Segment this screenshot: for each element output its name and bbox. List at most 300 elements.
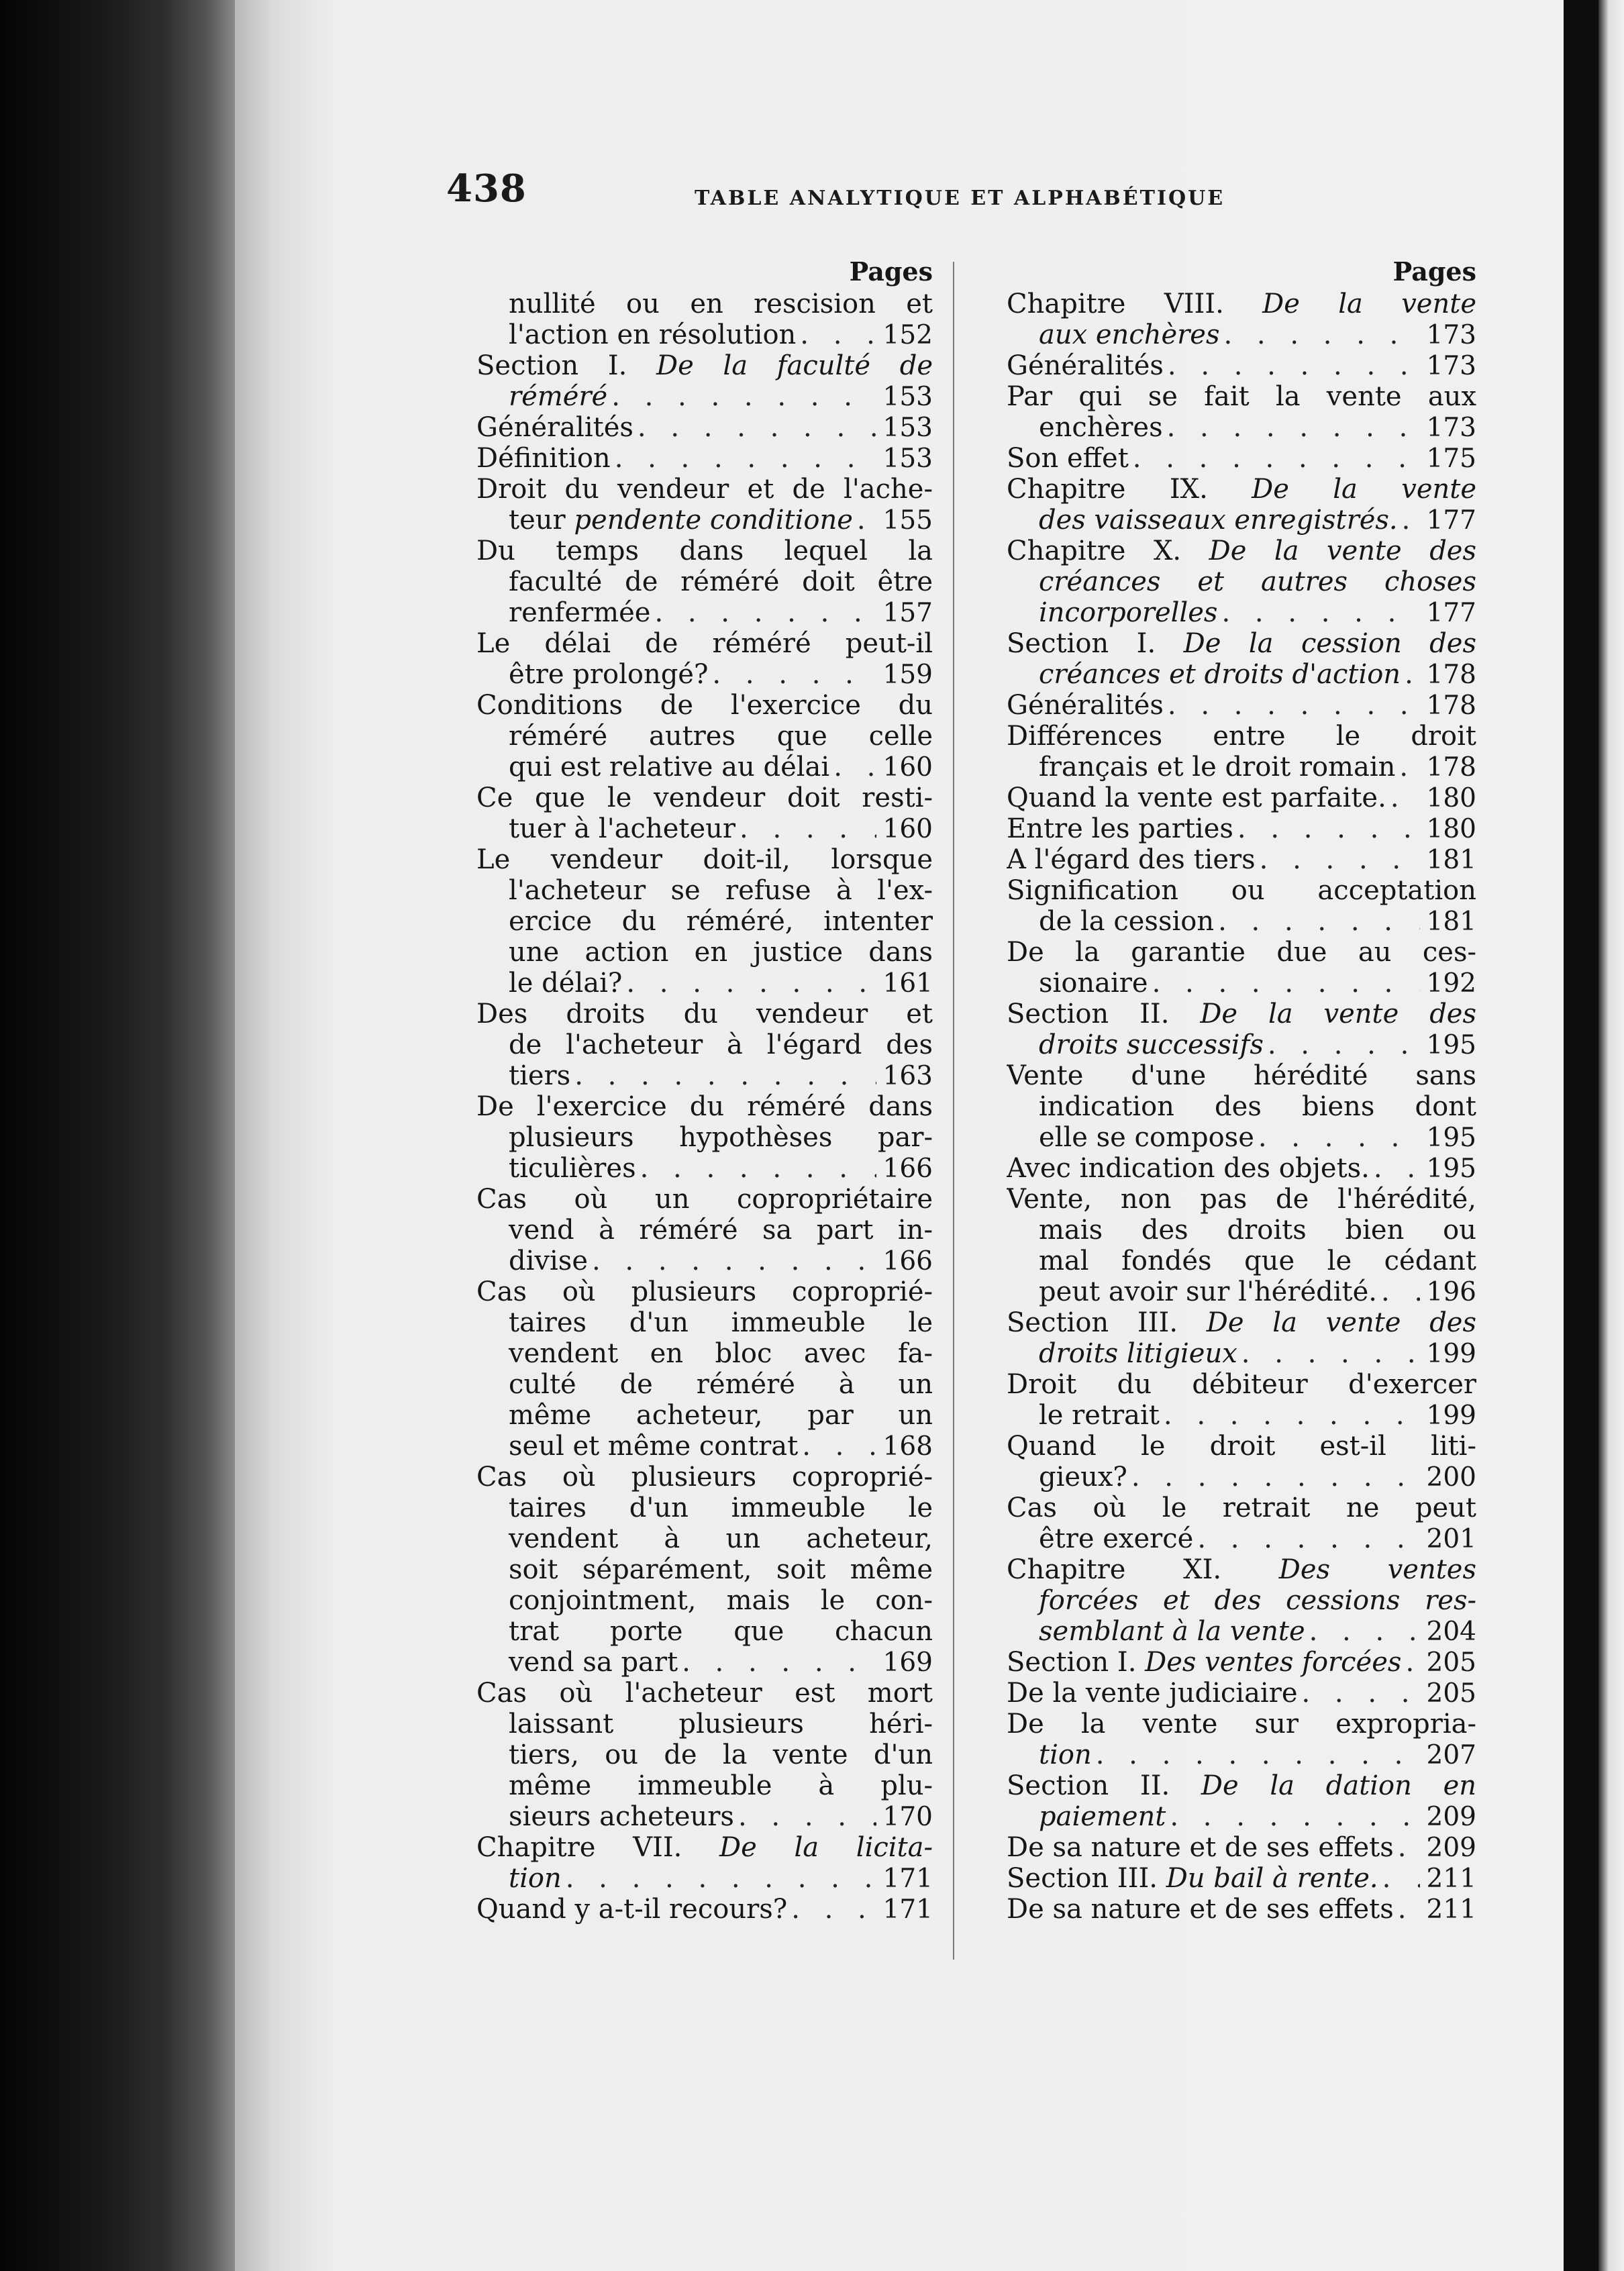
index-entry-text: peut avoir sur l'hérédité. [1039, 1276, 1377, 1307]
index-entry-text: seul et même contrat [509, 1431, 799, 1462]
page-reference: 152 [882, 320, 933, 350]
index-entry [1007, 381, 1476, 443]
index-entry-line [1007, 628, 1476, 659]
dot-leader [1254, 1122, 1420, 1153]
index-entry-line [1007, 1585, 1476, 1616]
page-reference: 157 [882, 598, 933, 628]
index-entry-last-line [1007, 752, 1476, 783]
index-entry-line [476, 1739, 933, 1770]
index-entry-line [476, 1307, 933, 1338]
index-entry [1007, 1369, 1476, 1431]
page-reference: 205 [1426, 1678, 1476, 1709]
index-entry-last-line [1007, 1523, 1476, 1554]
index-entry-text: Signification ou acceptation [1007, 875, 1476, 906]
page-reference: 200 [1426, 1462, 1476, 1493]
index-entry [1007, 1678, 1476, 1709]
index-entry-text: être prolongé? [509, 659, 709, 690]
index-entry [1007, 1832, 1476, 1863]
index-entry-last-line [476, 659, 933, 690]
index-entry-text: créances et droits d'action [1039, 659, 1401, 690]
index-entry-last-line [476, 443, 933, 474]
index-entry-text: Droit du vendeur et de l'ache- [476, 474, 933, 505]
index-entry-text: Section I. De la cession des [1007, 628, 1476, 659]
pages-label-left: Pages [849, 256, 933, 287]
index-entry [1007, 474, 1476, 536]
dot-leader [1193, 1523, 1419, 1554]
dot-leader [1386, 783, 1420, 813]
index-entry-last-line [1007, 1832, 1476, 1863]
page-reference: 160 [882, 814, 933, 844]
index-entry-text: laissant plusieurs héri- [509, 1709, 933, 1739]
index-entry [1007, 1431, 1476, 1493]
index-entry [476, 1091, 933, 1184]
index-entry-line [1007, 536, 1476, 566]
index-entry-line [476, 1770, 933, 1801]
page-reference: 169 [882, 1648, 933, 1678]
index-entry [476, 350, 933, 412]
index-entry [1007, 937, 1476, 999]
index-entry-text: être exercé [1039, 1523, 1194, 1554]
page-reference: 209 [1426, 1833, 1476, 1863]
index-entry-text: De la vente judiciaire [1007, 1678, 1298, 1709]
index-entry-text: ercice du réméré, intenter [509, 906, 933, 937]
index-entry [1007, 1153, 1476, 1184]
index-entry-text: même acheteur, par un [509, 1400, 933, 1431]
page-reference: 177 [1426, 598, 1476, 628]
page-reference: 178 [1426, 752, 1476, 783]
index-entry-line [1007, 937, 1476, 968]
index-entry-last-line [1007, 1462, 1476, 1493]
index-entry-line [1007, 1369, 1476, 1400]
index-entry-last-line [1007, 1029, 1476, 1060]
index-column-left [476, 255, 933, 1960]
index-entry-last-line [1007, 1863, 1476, 1894]
index-entry-line [476, 1122, 933, 1153]
index-entry-line [476, 690, 933, 721]
index-entry-text: vend à réméré sa part in- [509, 1215, 933, 1246]
index-entry-text: droits litigieux [1039, 1338, 1237, 1369]
dot-leader [570, 1060, 876, 1091]
column-divider [953, 262, 954, 1960]
index-entry-last-line [1007, 1400, 1476, 1431]
index-entry-text: Chapitre XI. Des ventes [1007, 1554, 1476, 1585]
index-entry-line [476, 474, 933, 505]
index-entry-last-line [1007, 1801, 1476, 1832]
index-entry-last-line [476, 597, 933, 628]
index-entry-line [1007, 1431, 1476, 1462]
index-entry-text: Le délai de réméré peut-il [476, 628, 933, 659]
page-reference: 181 [1426, 907, 1476, 937]
index-entry [1007, 1770, 1476, 1832]
index-entry-text: Cas où plusieurs coproprié- [476, 1462, 933, 1493]
page-reference: 196 [1426, 1277, 1476, 1307]
index-entry-last-line [1007, 1739, 1476, 1770]
index-entry-line [476, 1215, 933, 1246]
index-entry-last-line [1007, 1647, 1476, 1678]
index-entry [1007, 536, 1476, 628]
index-entry-text: réméré [509, 381, 608, 412]
index-entry-text: sieurs acheteurs [509, 1801, 734, 1832]
dot-leader [650, 597, 876, 628]
index-entry-line [476, 1029, 933, 1060]
index-entry-last-line [1007, 659, 1476, 690]
page-reference: 201 [1426, 1524, 1476, 1554]
index-entry-text: tiers [509, 1060, 571, 1091]
index-entry-text: Quand le droit est-il liti- [1007, 1431, 1476, 1462]
index-entry-last-line [1007, 690, 1476, 721]
index-entry-line [476, 1276, 933, 1307]
index-entry-last-line [1007, 1276, 1476, 1307]
page-reference: 199 [1426, 1401, 1476, 1431]
page-reference: 166 [882, 1154, 933, 1184]
dot-leader [1395, 752, 1419, 783]
index-entry-text: de l'acheteur à l'égard des [509, 1029, 933, 1060]
index-entry-last-line [476, 381, 933, 412]
index-entry-last-line [1007, 813, 1476, 844]
page-reference: 178 [1426, 660, 1476, 690]
page-reference: 160 [882, 752, 933, 783]
index-entry-last-line [476, 1801, 933, 1832]
index-entry [1007, 721, 1476, 783]
index-entry-last-line [476, 319, 933, 350]
index-entry-line [1007, 999, 1476, 1029]
page-reference: 153 [882, 382, 933, 412]
index-entry-text: renfermée [509, 597, 651, 628]
index-entry-text: français et le droit romain [1039, 752, 1396, 783]
index-entry-line [476, 536, 933, 566]
pages-label-right: Pages [1392, 256, 1476, 287]
index-entry-text: qui est relative au délai [509, 752, 830, 783]
index-entry-line [1007, 474, 1476, 505]
index-entry-last-line [1007, 1616, 1476, 1647]
page-reference: 195 [1426, 1154, 1476, 1184]
page-reference: 171 [882, 1895, 933, 1925]
dot-leader [1160, 1400, 1420, 1431]
page-reference: 177 [1426, 505, 1476, 536]
index-entry [1007, 844, 1476, 875]
index-entry-line [1007, 1184, 1476, 1215]
dot-leader [1148, 968, 1420, 999]
index-entry-last-line [476, 1153, 933, 1184]
index-entry-last-line [1007, 783, 1476, 813]
dot-leader [798, 1431, 876, 1462]
index-entry-text: tion [1039, 1739, 1092, 1770]
index-entry-line [1007, 381, 1476, 412]
index-entry [476, 1276, 933, 1462]
index-entry-line [1007, 1246, 1476, 1276]
book-binding-shadow [0, 0, 235, 2271]
page-reference: 205 [1426, 1648, 1476, 1678]
index-entry-line [476, 1709, 933, 1739]
index-entry-text: Vente, non pas de l'hérédité, [1007, 1184, 1476, 1215]
dot-leader [678, 1647, 876, 1678]
index-entry-text: Section III. Du bail à rente. [1007, 1863, 1378, 1894]
index-entry-line [476, 1091, 933, 1122]
index-entry-text: l'action en résolution [509, 319, 797, 350]
index-entry-last-line [476, 505, 933, 536]
index-entry-last-line [476, 1863, 933, 1894]
page-reference: 161 [882, 968, 933, 999]
index-entry-last-line [476, 752, 933, 783]
index-entry-line [476, 999, 933, 1029]
index-entry [476, 1184, 933, 1276]
index-entry-text: enchères [1039, 412, 1163, 443]
index-entry [476, 844, 933, 999]
index-entry-line [476, 1493, 933, 1523]
index-entry-text: Définition [476, 443, 611, 474]
index-entry-line [1007, 1709, 1476, 1739]
index-entry-text: divise [509, 1246, 588, 1276]
dot-leader [633, 412, 876, 443]
index-entry [476, 474, 933, 536]
index-entry [1007, 289, 1476, 350]
index-entry-last-line [1007, 844, 1476, 875]
dot-leader [853, 505, 876, 536]
dot-leader [1298, 1678, 1420, 1709]
index-entry-line [1007, 1307, 1476, 1338]
index-entry-text: Différences entre le droit [1007, 721, 1476, 752]
index-entry-last-line [1007, 443, 1476, 474]
index-entry-text: trat porte que chacun [509, 1616, 933, 1647]
dot-leader [1219, 319, 1419, 350]
dot-leader [829, 752, 876, 783]
index-entry-text: Section II. De la vente des [1007, 999, 1476, 1029]
dot-leader [611, 443, 876, 474]
index-entry-last-line [1007, 350, 1476, 381]
index-entry [1007, 443, 1476, 474]
index-entry-text: droits successifs [1039, 1029, 1264, 1060]
index-entry-line [1007, 1091, 1476, 1122]
index-entry-last-line [476, 968, 933, 999]
index-entry-last-line [1007, 1894, 1476, 1925]
index-entry-text: forcées et des cessions res- [1039, 1585, 1476, 1616]
index-entry-text: une action en justice dans [509, 937, 933, 968]
index-entry [476, 690, 933, 783]
index-entry-text: semblant à la vente [1039, 1616, 1305, 1647]
index-entry [476, 783, 933, 844]
page-reference: 173 [1426, 320, 1476, 350]
index-entry-line [476, 1585, 933, 1616]
index-entry [1007, 350, 1476, 381]
page-reference: 173 [1426, 351, 1476, 381]
dot-leader [1214, 906, 1419, 937]
index-entry-line [476, 1338, 933, 1369]
index-entry-line [476, 350, 933, 381]
index-entry-text: nullité ou en rescision et [509, 289, 933, 319]
page-reference: 166 [882, 1246, 933, 1276]
page-reference: 207 [1426, 1740, 1476, 1770]
index-entry-line [476, 1616, 933, 1647]
index-entry-text: Droit du débiteur d'exercer [1007, 1369, 1476, 1400]
index-entry-line [1007, 1493, 1476, 1523]
index-entry-text: mais des droits bien ou [1039, 1215, 1476, 1246]
index-entry [476, 443, 933, 474]
index-entry-last-line [476, 1060, 933, 1091]
running-title: TABLE ANALYTIQUE ET ALPHABÉTIQUE [695, 187, 1225, 210]
index-entry-text: De la garantie due au ces- [1007, 937, 1476, 968]
index-entry-line [1007, 1770, 1476, 1801]
page-reference: 170 [882, 1802, 933, 1832]
index-entry-line [476, 628, 933, 659]
page-reference: 171 [882, 1864, 933, 1894]
dot-leader [1401, 659, 1419, 690]
page-reference: 195 [1426, 1123, 1476, 1153]
index-entry-text: Du temps dans lequel la [476, 536, 933, 566]
dot-leader [1127, 1462, 1420, 1493]
index-entry-text: gieux? [1039, 1462, 1127, 1493]
page-reference: 178 [1426, 691, 1476, 721]
index-entry-text: des vaisseaux enregistrés. [1039, 505, 1398, 536]
index-entry-text: Section I. Des ventes forcées [1007, 1647, 1402, 1678]
index-entry-text: incorporelles [1039, 597, 1218, 628]
index-entry-last-line [476, 1647, 933, 1678]
dot-leader [1378, 1863, 1420, 1894]
index-entry-line [476, 937, 933, 968]
index-entry [1007, 999, 1476, 1060]
dot-leader [787, 1894, 876, 1925]
index-entry-text: aux enchères [1039, 319, 1220, 350]
index-entry [1007, 1554, 1476, 1647]
index-entry-text: Cas où le retrait ne peut [1007, 1493, 1476, 1523]
dot-leader [1164, 350, 1420, 381]
page-number: 438 [446, 166, 527, 211]
index-entry-text: vendent en bloc avec fa- [509, 1338, 933, 1369]
page-reference: 153 [882, 444, 933, 474]
index-entry-text: Des droits du vendeur et [476, 999, 933, 1029]
page-reference: 195 [1426, 1030, 1476, 1060]
index-entry-text: teur pendente conditione [509, 505, 853, 536]
index-entry-line [476, 844, 933, 875]
index-entry-text: tiers, ou de la vente d'un [509, 1739, 933, 1770]
index-entry-line [476, 783, 933, 813]
dot-leader [1129, 443, 1420, 474]
index-entry-text: Généralités [1007, 690, 1164, 721]
dot-leader [1394, 1832, 1420, 1863]
index-entry-line [1007, 1215, 1476, 1246]
index-entry-text: De l'exercice du réméré dans [476, 1091, 933, 1122]
index-entry [476, 1462, 933, 1678]
index-entry-text: Chapitre X. De la vente des [1007, 536, 1476, 566]
index-entry-line [476, 1462, 933, 1493]
index-entry [1007, 1307, 1476, 1369]
index-entry-last-line [1007, 412, 1476, 443]
dot-leader [607, 381, 876, 412]
index-entry-text: réméré autres que celle [509, 721, 933, 752]
index-entry-text: Avec indication des objets. [1007, 1153, 1370, 1184]
index-entry-text: A l'égard des tiers [1007, 844, 1256, 875]
index-entry [476, 1894, 933, 1925]
index-entry [1007, 783, 1476, 813]
index-entry-text: créances et autres choses [1039, 566, 1476, 597]
index-entry-last-line [1007, 1338, 1476, 1369]
index-entry-text: sionaire [1039, 968, 1148, 999]
dot-leader [735, 813, 876, 844]
index-entry-text: le délai? [509, 968, 623, 999]
index-entry-line [476, 1678, 933, 1709]
index-entry-text: Chapitre IX. De la vente [1007, 474, 1476, 505]
index-entry-last-line [476, 1431, 933, 1462]
index-entry-line [1007, 566, 1476, 597]
index-entry-line [1007, 875, 1476, 906]
dot-leader [796, 319, 876, 350]
index-column-right [1007, 255, 1476, 1960]
page-reference: 180 [1426, 814, 1476, 844]
index-entry-text: Son effet [1007, 443, 1129, 474]
index-entry [1007, 1894, 1476, 1925]
dot-leader [1377, 1276, 1420, 1307]
dot-leader [636, 1153, 876, 1184]
dot-leader [1305, 1616, 1420, 1647]
index-entry-line [1007, 289, 1476, 319]
dot-leader [1233, 813, 1420, 844]
index-entry-text: plusieurs hypothèses par- [509, 1122, 933, 1153]
page-reference: 168 [882, 1431, 933, 1462]
dot-leader [1166, 1801, 1419, 1832]
index-entry-text: Section II. De la dation en [1007, 1770, 1476, 1801]
index-entry [1007, 1647, 1476, 1678]
index-entry-text: elle se compose [1039, 1122, 1254, 1153]
index-entry-line [476, 875, 933, 906]
index-entry-line [476, 721, 933, 752]
index-entry-text: Cas où plusieurs coproprié- [476, 1276, 933, 1307]
index-entry [1007, 1709, 1476, 1770]
dot-leader [708, 659, 876, 690]
index-entry-text: tion [509, 1863, 562, 1894]
index-entry-text: De la vente sur expropria- [1007, 1709, 1476, 1739]
index-entry-text: culté de réméré à un [509, 1369, 933, 1400]
index-entry [476, 412, 933, 443]
index-entry-text: faculté de réméré doit être [509, 566, 933, 597]
index-entry-text: Généralités [476, 412, 633, 443]
index-entry-line [476, 566, 933, 597]
index-entry [476, 1678, 933, 1832]
facing-page-edge [1564, 0, 1624, 2271]
index-entry-last-line [1007, 1678, 1476, 1709]
index-entry-last-line [476, 1246, 933, 1276]
index-entry-text: l'acheteur se refuse à l'ex- [509, 875, 933, 906]
index-entry-text: Entre les parties [1007, 813, 1233, 844]
index-entry-text: Chapitre VIII. De la vente [1007, 289, 1476, 319]
index-entry-last-line [1007, 597, 1476, 628]
index-entry-last-line [1007, 505, 1476, 536]
index-entry-last-line [1007, 906, 1476, 937]
page-reference: 199 [1426, 1339, 1476, 1369]
index-entry-text: Généralités [1007, 350, 1164, 381]
page-reference: 181 [1426, 845, 1476, 875]
index-entry-line [1007, 721, 1476, 752]
index-entry-last-line [1007, 319, 1476, 350]
index-entry-last-line [476, 1894, 933, 1925]
dot-leader [1237, 1338, 1420, 1369]
index-entry-line [476, 289, 933, 319]
page-reference: 211 [1426, 1895, 1476, 1925]
dot-leader [1256, 844, 1420, 875]
dot-leader [1163, 412, 1420, 443]
page-reference: 192 [1426, 968, 1476, 999]
dot-leader [1264, 1029, 1420, 1060]
index-entry-line [1007, 1554, 1476, 1585]
dot-leader [588, 1246, 876, 1276]
index-entry-line [476, 906, 933, 937]
page-reference: 155 [882, 505, 933, 536]
dot-leader [1092, 1739, 1420, 1770]
index-entry-text: Conditions de l'exercice du [476, 690, 933, 721]
index-entry-text: De sa nature et de ses effets [1007, 1832, 1394, 1863]
index-entry [1007, 690, 1476, 721]
index-entry [476, 536, 933, 628]
index-entry [476, 1832, 933, 1894]
dot-leader [1401, 1647, 1419, 1678]
